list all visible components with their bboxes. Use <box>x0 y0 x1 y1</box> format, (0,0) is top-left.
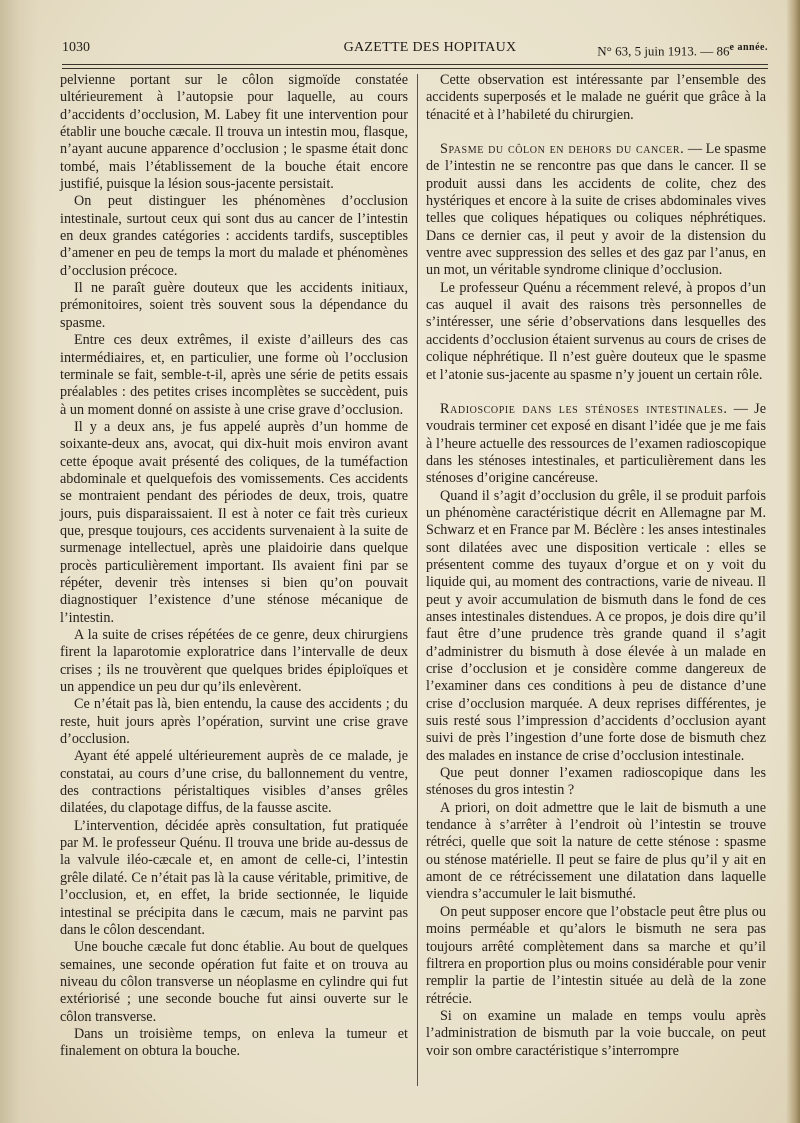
issue-year-suffix: e année. <box>729 42 768 53</box>
paragraph: Une bouche cæcale fut donc établie. Au bout de quelques semaines, une seconde opération fut faite et on trouva au niveau du côlon transverse un néoplasme en cylindre qui fut extériorisé ; une seconde bouche fut ainsi ouverte sur le côlon transverse. <box>60 939 408 1025</box>
page-number: 1030 <box>62 40 90 55</box>
section-text-radioscopie: — Je voudrais terminer cet exposé en disant l’idée que je me fais à l’heure actuelle des ressources de l’examen radioscopique dans les sténoses intestinales, et particulièrement dans les sténoses d’origine cancéreuse. <box>426 400 766 487</box>
paragraph: Que peut donner l’examen radioscopique dans les sténoses du gros intestin ? <box>426 765 766 799</box>
header-rule-top <box>62 64 768 65</box>
paragraph: A priori, on doit admettre que le lait de bismuth a une tendance à s’arrêter à l’endroit où l’intestin se trouve rétréci, quelle que soit la nature de cette sténose : spasme ou sténose matérielle. Il peut se faire de plus qu’il y ait en amont de ce rétrécissement une dilatation dans laquelle viendra s’accumuler le lait bismuthé. <box>426 799 766 903</box>
column-divider <box>417 74 418 1086</box>
issue-date: N° 63, 5 juin 1913. — 86 <box>597 43 730 59</box>
paragraph: Entre ces deux extrêmes, il existe d’ailleurs des cas intermédiaires, et, en particulier, une forme où l’occlusion terminale se fait, semble-t-il, après une série de petits essais préalables : des petites crises incomplètes se succèdent, puis à un moment donné on assiste à une crise grave d’occlusion. <box>60 332 408 418</box>
header-rule-bottom <box>62 68 768 69</box>
paragraph: Il ne paraît guère douteux que les accidents initiaux, prémonitoires, soient très souvent sous la dépendance du spasme. <box>60 280 408 331</box>
paragraph: Cette observation est intéressante par l’ensemble des accidents superposés et le malade ne guérit que grâce à la ténacité et à l’habileté du chirurgien. <box>426 72 766 123</box>
paragraph: Le professeur Quénu a récemment relevé, à propos d’un cas auquel il avait des raisons très personnelles de s’intéresser, une série d’observations dans lesquelles des accidents d’occlusion étaient survenus au cours de crises de colique néphrétique. Il n’est guère douteux que le spasme et l’atonie sus-jacente au spasme n’y jouent un certain rôle. <box>426 279 766 383</box>
paragraph: A la suite de crises répétées de ce genre, deux chirurgiens firent la laparotomie exploratrice dans l’intervalle de deux crises ; ils ne trouvèrent que quelques brides épiploïques et un appendice un peu dur qu’ils enlevèrent. <box>60 627 408 696</box>
page-header <box>62 38 768 58</box>
binding-shadow <box>0 0 38 1123</box>
paragraph: pelvienne portant sur le côlon sigmoïde constatée ultérieurement à l’autopsie pour laquelle, au cours d’accidents d’occlusion, M. Labey fit une intervention pour établir une bouche cæcale. Il trouva un intestin mou, flasque, n’ayant aucune apparence d’occlusion ; le spasme était donc tombé, mais l’établissement de la bouche était encore justifié, puisque la lésion sous-jacente persistait. <box>60 72 408 193</box>
left-column <box>60 72 408 1061</box>
paragraph: Ce n’était pas là, bien entendu, la cause des accidents ; du reste, huit jours après l’opération, survint une crise grave d’occlusion. <box>60 696 408 748</box>
paragraph: Si on examine un malade en temps voulu après l’administration de bismuth par la voie buccale, on peut voir son ombre caractéristique s’interrompre <box>426 1007 766 1059</box>
section-heading-radioscopie: Radioscopie dans les sténoses intestinales. <box>440 400 728 417</box>
journal-title: GAZETTE DES HOPITAUX <box>343 40 517 55</box>
paragraph: Ayant été appelé ultérieurement auprès de ce malade, je constatai, au cours d’une crise, du ballonnement du ventre, des contractions péristaltiques visibles d’anses grêles dilatées, du clapotage diffus, de la fausse ascite. <box>60 748 408 817</box>
paragraph: Il y a deux ans, je fus appelé auprès d’un homme de soixante-deux ans, avocat, qui dix-huit mois environ avant cette époque avait présenté des coliques, de la tuméfaction abdominale et quelquefois des vomissements. Ces accidents se montraient pendant des périodes de deux, trois, quatre jours, puis disparaissaient. Il est à noter ce fait très curieux que, presque toujours, ces accidents survenaient à la suite de surmenage intellectuel, après une plaidoirie dans quelque procès particulièrement important. Ils avaient fini par se répéter, devenir très intenses si bien qu’on pouvait diagnostiquer l’existence d’une sténose mécanique de l’intestin. <box>60 418 408 626</box>
paragraph: Dans un troisième temps, on enleva la tumeur et finalement on obtura la bouche. <box>60 1025 408 1060</box>
section-text-spasme: — Le spasme de l’intestin ne se rencontre pas que dans le cancer. Il se produit aussi dans les accidents de colite, chez des hystériques et encore à la suite de crises abdominales vives telles que coliques hépatiques ou coliques néphrétiques. Dans ce dernier cas, il peut y avoir de la distension du ventre avec suppression des selles et des gaz par l’anus, en un mot, un véritable syndrome clinique d’occlusion. <box>426 141 766 279</box>
page-edge <box>786 0 800 1123</box>
section-paragraph-spasme <box>426 141 766 280</box>
section-paragraph-radioscopie <box>426 401 766 488</box>
section-heading-spasme: Spasme du côlon en dehors du cancer. <box>440 141 685 158</box>
issue-info <box>597 38 768 61</box>
paragraph: L’intervention, décidée après consultation, fut pratiquée par M. le professeur Quénu. Il trouva une bride au-dessus de la valvule iléo-cæcale et, en amont de celle-ci, l’intestin grêle dilaté. Ce n’était pas là la cause véritable, primitive, de l’occlusion, et, en effet, la bride sectionnée, le liquide intestinal se précipita dans le cæcum, mais ne parvint pas dans le côlon descendant. <box>60 817 408 938</box>
paragraph: Quand il s’agit d’occlusion du grêle, il se produit parfois un phénomène caractéristique décrit en Allemagne par M. Schwarz et en France par M. Béclère : les anses intestinales sont dilatées avec une disposition verticale : elles se présentent comme des tuyaux d’orgue et on y voit du liquide qui, au moment des contractions, varie de niveau. Il peut y avoir accumulation de bismuth dans le fond de ces anses intestinales distendues. A ce propos, je dois dire qu’il faut être d’une prudence très grande quand il s’agit d’administrer du bismuth à dose élevée à un malade en crise d’occlusion et je considère comme dangereux de l’examiner dans ces conditions à peu de distance d’une crise d’occlusion marquée. A deux reprises différentes, je suis resté sous l’impression d’accidents d’occlusion ayant suivi de près l’ingestion d’une forte dose de bismuth chez des malades en instance de crise d’occlusion intestinale. <box>426 487 766 764</box>
right-column <box>426 72 766 1060</box>
paragraph: On peut supposer encore que l’obstacle peut être plus ou moins perméable et qu’alors le bismuth ne sera pas toujours arrêté complètement dans sa marche et qu’il filtrera en proportion plus ou moins considérable pour venir remplir la partie de l’intestin située au delà de la zone rétrécie. <box>426 903 766 1007</box>
paragraph: On peut distinguer les phénomènes d’occlusion intestinale, surtout ceux qui sont dus au cancer de l’intestin en deux grandes catégories : accidents tardifs, susceptibles d’amener en peu de temps la mort du malade et phénomènes d’occlusion précoce. <box>60 193 408 279</box>
